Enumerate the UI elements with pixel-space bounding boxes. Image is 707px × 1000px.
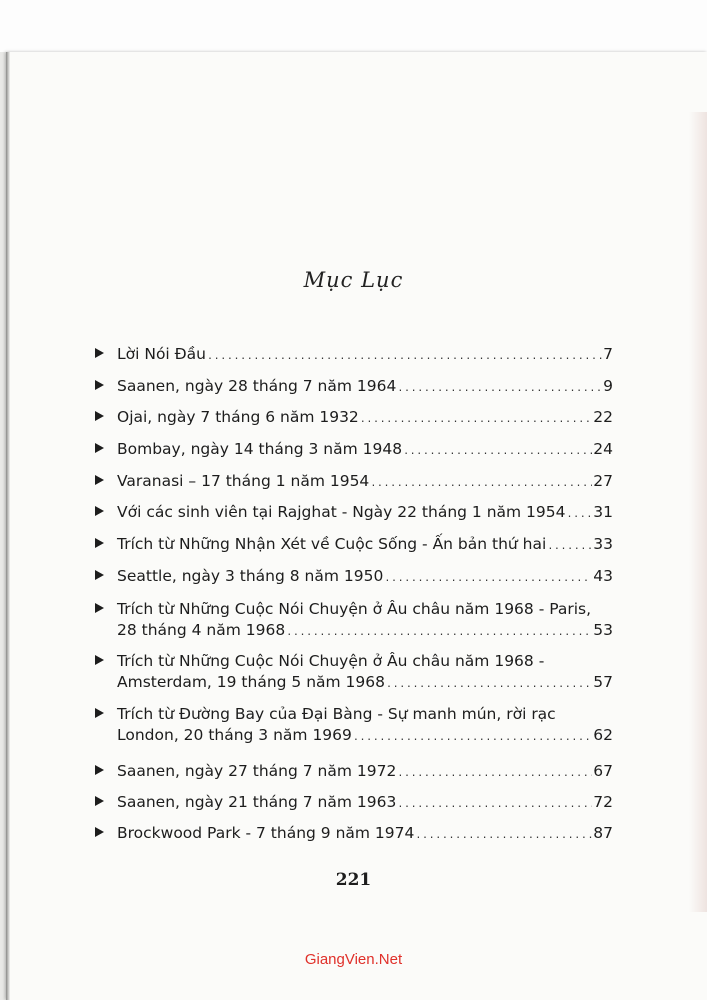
entry-page: 22 [593, 408, 613, 426]
triangle-bullet-icon [95, 411, 104, 421]
triangle-bullet-icon [95, 708, 104, 718]
triangle-bullet-icon [95, 796, 104, 806]
toc-entry [95, 440, 613, 461]
entry-title: Saanen, ngày 21 tháng 7 năm 1963 [117, 793, 397, 811]
toc-entry [95, 345, 613, 366]
entry-page: 43 [593, 567, 613, 585]
triangle-bullet-icon [95, 570, 104, 580]
entry-title: London, 20 tháng 3 năm 1969 [117, 726, 352, 744]
entry-page: 72 [593, 793, 613, 811]
dot-leader [397, 765, 592, 783]
triangle-bullet-icon [95, 655, 104, 665]
entry-title: Với các sinh viên tại Rajghat - Ngày 22 tháng 1 năm 1954 [117, 503, 566, 521]
entry-page: 87 [593, 824, 613, 842]
entry-title: Ojai, ngày 7 tháng 6 năm 1932 [117, 408, 359, 426]
entry-title-line1: Trích từ Những Cuộc Nói Chuyện ở Âu châu năm 1968 - Paris, [117, 600, 592, 618]
toc-entry [95, 600, 613, 642]
toc-entry [95, 535, 613, 556]
dot-leader [397, 380, 602, 398]
triangle-bullet-icon [95, 380, 104, 390]
triangle-bullet-icon [95, 538, 104, 548]
dot-leader [360, 411, 592, 429]
site-watermark: GiangVien.Net [304, 951, 403, 968]
entry-title: Saanen, ngày 28 tháng 7 năm 1964 [117, 377, 397, 395]
entry-page: 27 [593, 472, 613, 490]
dot-leader [415, 827, 592, 845]
toc-entry [95, 705, 613, 747]
dot-leader [397, 796, 592, 814]
entry-title-line1: Trích từ Những Cuộc Nói Chuyện ở Âu châu năm 1968 - [117, 652, 545, 670]
toc-entry [95, 652, 613, 694]
triangle-bullet-icon [95, 603, 104, 613]
entry-page: 24 [593, 440, 613, 458]
triangle-bullet-icon [95, 765, 104, 775]
entry-page: 57 [593, 673, 613, 691]
entry-title: 28 tháng 4 năm 1968 [117, 621, 286, 639]
entry-page: 9 [603, 377, 613, 395]
dot-leader [286, 624, 592, 642]
scan-top-margin [0, 0, 707, 52]
entry-title: Seattle, ngày 3 tháng 8 năm 1950 [117, 567, 384, 585]
triangle-bullet-icon [95, 827, 104, 837]
entry-title-line1: Trích từ Đường Bay của Đại Bàng - Sự manh mún, rời rạc [117, 705, 556, 723]
toc-entry [95, 762, 613, 783]
toc-title: Mục Lục [303, 268, 404, 292]
dot-leader [547, 538, 592, 556]
dot-leader [386, 676, 592, 694]
binding-shadow [689, 112, 707, 912]
toc-entry [95, 377, 613, 398]
dot-leader [207, 348, 602, 366]
entry-title: Amsterdam, 19 tháng 5 năm 1968 [117, 673, 386, 691]
entry-page: 33 [593, 535, 613, 553]
toc-entry [95, 408, 613, 429]
entry-title: Bombay, ngày 14 tháng 3 năm 1948 [117, 440, 403, 458]
entry-title: Lời Nói Đầu [117, 345, 206, 363]
entry-page: 67 [593, 762, 613, 780]
triangle-bullet-icon [95, 475, 104, 485]
triangle-bullet-icon [95, 443, 104, 453]
toc-entry [95, 472, 613, 493]
entry-page: 53 [593, 621, 613, 639]
entry-page: 62 [593, 726, 613, 744]
entry-title: Varanasi – 17 tháng 1 năm 1954 [117, 472, 370, 490]
entry-title: Brockwood Park - 7 tháng 9 năm 1974 [117, 824, 415, 842]
entry-page: 31 [593, 503, 613, 521]
page-number: 221 [335, 870, 372, 890]
dot-leader [403, 443, 592, 461]
dot-leader [353, 729, 592, 747]
book-page [6, 52, 707, 1000]
triangle-bullet-icon [95, 348, 104, 358]
dot-leader [567, 506, 593, 524]
dot-leader [370, 475, 592, 493]
page-edge [6, 52, 10, 1000]
entry-page: 7 [603, 345, 613, 363]
toc-entry [95, 824, 613, 845]
toc-entry [95, 503, 613, 524]
toc-entry [95, 793, 613, 814]
dot-leader [384, 570, 592, 588]
toc-entry [95, 567, 613, 588]
triangle-bullet-icon [95, 506, 104, 516]
entry-title: Saanen, ngày 27 tháng 7 năm 1972 [117, 762, 397, 780]
entry-title: Trích từ Những Nhận Xét về Cuộc Sống - Ấn bản thứ hai [117, 535, 547, 553]
